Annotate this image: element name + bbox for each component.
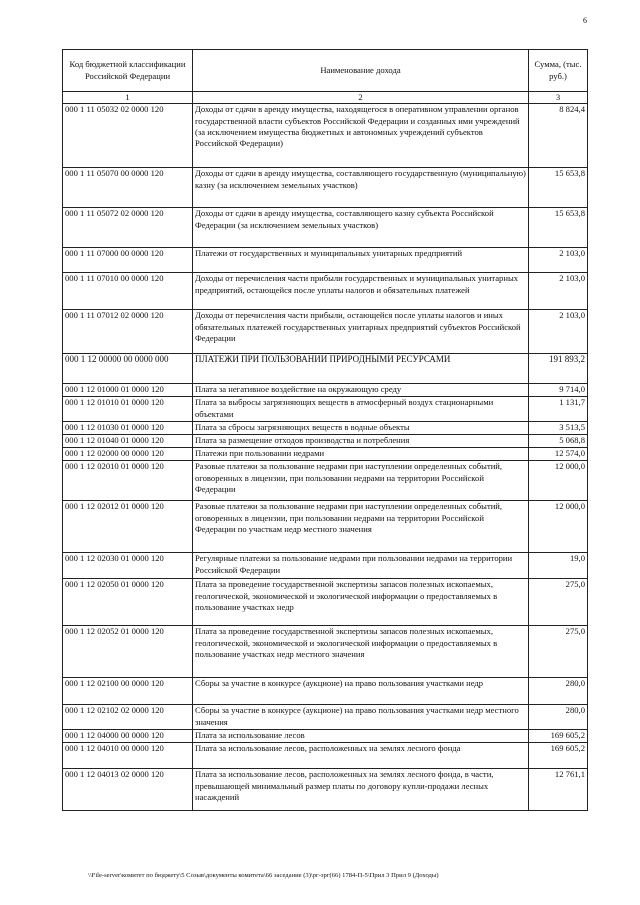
- column-number: 1: [63, 92, 193, 104]
- row-amount: 19,0: [529, 553, 588, 579]
- footer-file-path: \\File-server\комитет по бюджету\5 Созыв\документы комитета\66 заседание (3)\рг-зрг(66) 1784-П-5\Прил 3 Прил 9 (Доходы): [88, 872, 439, 879]
- row-code: 000 1 12 04000 00 0000 120: [63, 730, 193, 743]
- row-name: Сборы за участие в конкурсе (аукционе) на право пользования участками недр местного значения: [193, 705, 529, 730]
- row-name: Плата за использование лесов, расположенных на землях лесного фонда: [193, 743, 529, 769]
- row-code: 000 1 12 01010 01 0000 120: [63, 397, 193, 422]
- table-row: [63, 168, 588, 208]
- row-name: Плата за выбросы загрязняющих веществ в атмосферный воздух стационарными объектами: [193, 397, 529, 422]
- table-row: [63, 769, 588, 811]
- row-amount: 191 893,2: [529, 354, 588, 384]
- row-name: Плата за проведение государственной экспертизы запасов полезных ископаемых, геологической, экономической и экологической информации о предоставляемых в пользование участках недр: [193, 579, 529, 626]
- row-name: ПЛАТЕЖИ ПРИ ПОЛЬЗОВАНИИ ПРИРОДНЫМИ РЕСУРСАМИ: [193, 354, 529, 384]
- row-code: 000 1 12 02010 01 0000 120: [63, 461, 193, 501]
- row-amount: 2 103,0: [529, 248, 588, 273]
- row-amount: 15 653,8: [529, 168, 588, 208]
- row-name: Плата за использование лесов, расположенных на землях лесного фонда, в части, превышающей минимальный размер платы по договору купли-продажи лесных насаждений: [193, 769, 529, 811]
- row-code: 000 1 12 02030 01 0000 120: [63, 553, 193, 579]
- row-name: Доходы от перечисления части прибыли, остающейся после уплаты налогов и иных обязательных платежей государственных унитарных предприятий субъектов Российской Федерации: [193, 310, 529, 354]
- row-name: Сборы за участие в конкурсе (аукционе) на право пользования участками недр: [193, 678, 529, 705]
- table-row: [63, 248, 588, 273]
- row-code: 000 1 12 02052 01 0000 120: [63, 626, 193, 678]
- row-amount: 2 103,0: [529, 273, 588, 310]
- row-code: 000 1 12 01040 01 0000 120: [63, 435, 193, 448]
- row-name: Доходы от сдачи в аренду имущества, составляющего государственную (муниципальную) казну (за исключением земельных участков): [193, 168, 529, 208]
- header-code: Код бюджетной классификации Российской Федерации: [63, 50, 193, 92]
- row-code: 000 1 11 07000 00 0000 120: [63, 248, 193, 273]
- row-amount: 169 605,2: [529, 743, 588, 769]
- row-code: 000 1 11 07010 00 0000 120: [63, 273, 193, 310]
- row-amount: 275,0: [529, 626, 588, 678]
- row-code: 000 1 12 02100 00 0000 120: [63, 678, 193, 705]
- row-code: 000 1 12 02050 01 0000 120: [63, 579, 193, 626]
- row-code: 000 1 11 05070 00 0000 120: [63, 168, 193, 208]
- row-name: Плата за негативное воздействие на окружающую среду: [193, 384, 529, 397]
- table-row: [63, 310, 588, 354]
- row-amount: 1 131,7: [529, 397, 588, 422]
- row-code: 000 1 12 00000 00 0000 000: [63, 354, 193, 384]
- table-row: [63, 705, 588, 730]
- revenue-table: [62, 49, 588, 811]
- table-row: [63, 678, 588, 705]
- row-code: 000 1 12 04010 00 0000 120: [63, 743, 193, 769]
- table-row: [63, 384, 588, 397]
- column-number: 3: [529, 92, 588, 104]
- table-row: [63, 435, 588, 448]
- table-row: [63, 397, 588, 422]
- table-row: [63, 579, 588, 626]
- row-amount: 15 653,8: [529, 208, 588, 248]
- row-amount: 12 000,0: [529, 501, 588, 553]
- table-row: [63, 208, 588, 248]
- row-amount: 8 824,4: [529, 104, 588, 168]
- row-code: 000 1 12 01030 01 0000 120: [63, 422, 193, 435]
- row-amount: 12 574,0: [529, 448, 588, 461]
- table-row: [63, 273, 588, 310]
- row-name: Плата за проведение государственной экспертизы запасов полезных ископаемых, геологической, экономической и экологической информации о предоставляемых в пользование участках недр местного значения: [193, 626, 529, 678]
- header-amount: Сумма, (тыс. руб.): [529, 50, 588, 92]
- row-code: 000 1 12 04013 02 0000 120: [63, 769, 193, 811]
- row-name: Доходы от сдачи в аренду имущества, находящегося в оперативном управлении органов государственной власти субъектов Российской Федерации и созданных ими учреждений (за исключением имущества бюджетных и автономных учреждений субъектов Российской Федерации): [193, 104, 529, 168]
- row-name: Плата за использование лесов: [193, 730, 529, 743]
- row-code: 000 1 12 01000 01 0000 120: [63, 384, 193, 397]
- row-amount: 280,0: [529, 678, 588, 705]
- row-name: Платежи от государственных и муниципальных унитарных предприятий: [193, 248, 529, 273]
- row-name: Разовые платежи за пользование недрами при наступлении определенных событий, оговоренных в лицензии, при пользовании недрами на территории Российской Федерации по участкам недр местного значения: [193, 501, 529, 553]
- row-amount: 3 513,5: [529, 422, 588, 435]
- row-name: Доходы от перечисления части прибыли государственных и муниципальных унитарных предприятий, остающейся после уплаты налогов и обязательных платежей: [193, 273, 529, 310]
- row-amount: 169 605,2: [529, 730, 588, 743]
- row-amount: 275,0: [529, 579, 588, 626]
- row-code: 000 1 11 05032 02 0000 120: [63, 104, 193, 168]
- page-number: 6: [583, 16, 587, 25]
- row-name: Разовые платежи за пользование недрами при наступлении определенных событий, оговоренных в лицензии, при пользовании недрами на территории Российской Федерации: [193, 461, 529, 501]
- table-row: [63, 461, 588, 501]
- row-code: 000 1 12 02012 01 0000 120: [63, 501, 193, 553]
- row-name: Плата за размещение отходов производства и потребления: [193, 435, 529, 448]
- table-row: [63, 626, 588, 678]
- row-name: Платежи при пользовании недрами: [193, 448, 529, 461]
- row-amount: 2 103,0: [529, 310, 588, 354]
- header-name: Наименование дохода: [193, 50, 529, 92]
- table-row: [63, 354, 588, 384]
- column-number: 2: [193, 92, 529, 104]
- table-row: [63, 104, 588, 168]
- table-row: [63, 448, 588, 461]
- row-name: Регулярные платежи за пользование недрами при пользовании недрами на территории Российской Федерации: [193, 553, 529, 579]
- row-amount: 12 000,0: [529, 461, 588, 501]
- row-amount: 12 761,1: [529, 769, 588, 811]
- row-code: 000 1 11 07012 02 0000 120: [63, 310, 193, 354]
- row-name: Доходы от сдачи в аренду имущества, составляющего казну субъекта Российской Федерации (за исключением земельных участков): [193, 208, 529, 248]
- row-name: Плата за сбросы загрязняющих веществ в водные объекты: [193, 422, 529, 435]
- table-row: [63, 730, 588, 743]
- table-row: [63, 422, 588, 435]
- table-row: [63, 501, 588, 553]
- table-row: [63, 743, 588, 769]
- row-code: 000 1 12 02000 00 0000 120: [63, 448, 193, 461]
- row-amount: 9 714,0: [529, 384, 588, 397]
- row-amount: 280,0: [529, 705, 588, 730]
- row-amount: 5 068,8: [529, 435, 588, 448]
- row-code: 000 1 11 05072 02 0000 120: [63, 208, 193, 248]
- table-row: [63, 553, 588, 579]
- row-code: 000 1 12 02102 02 0000 120: [63, 705, 193, 730]
